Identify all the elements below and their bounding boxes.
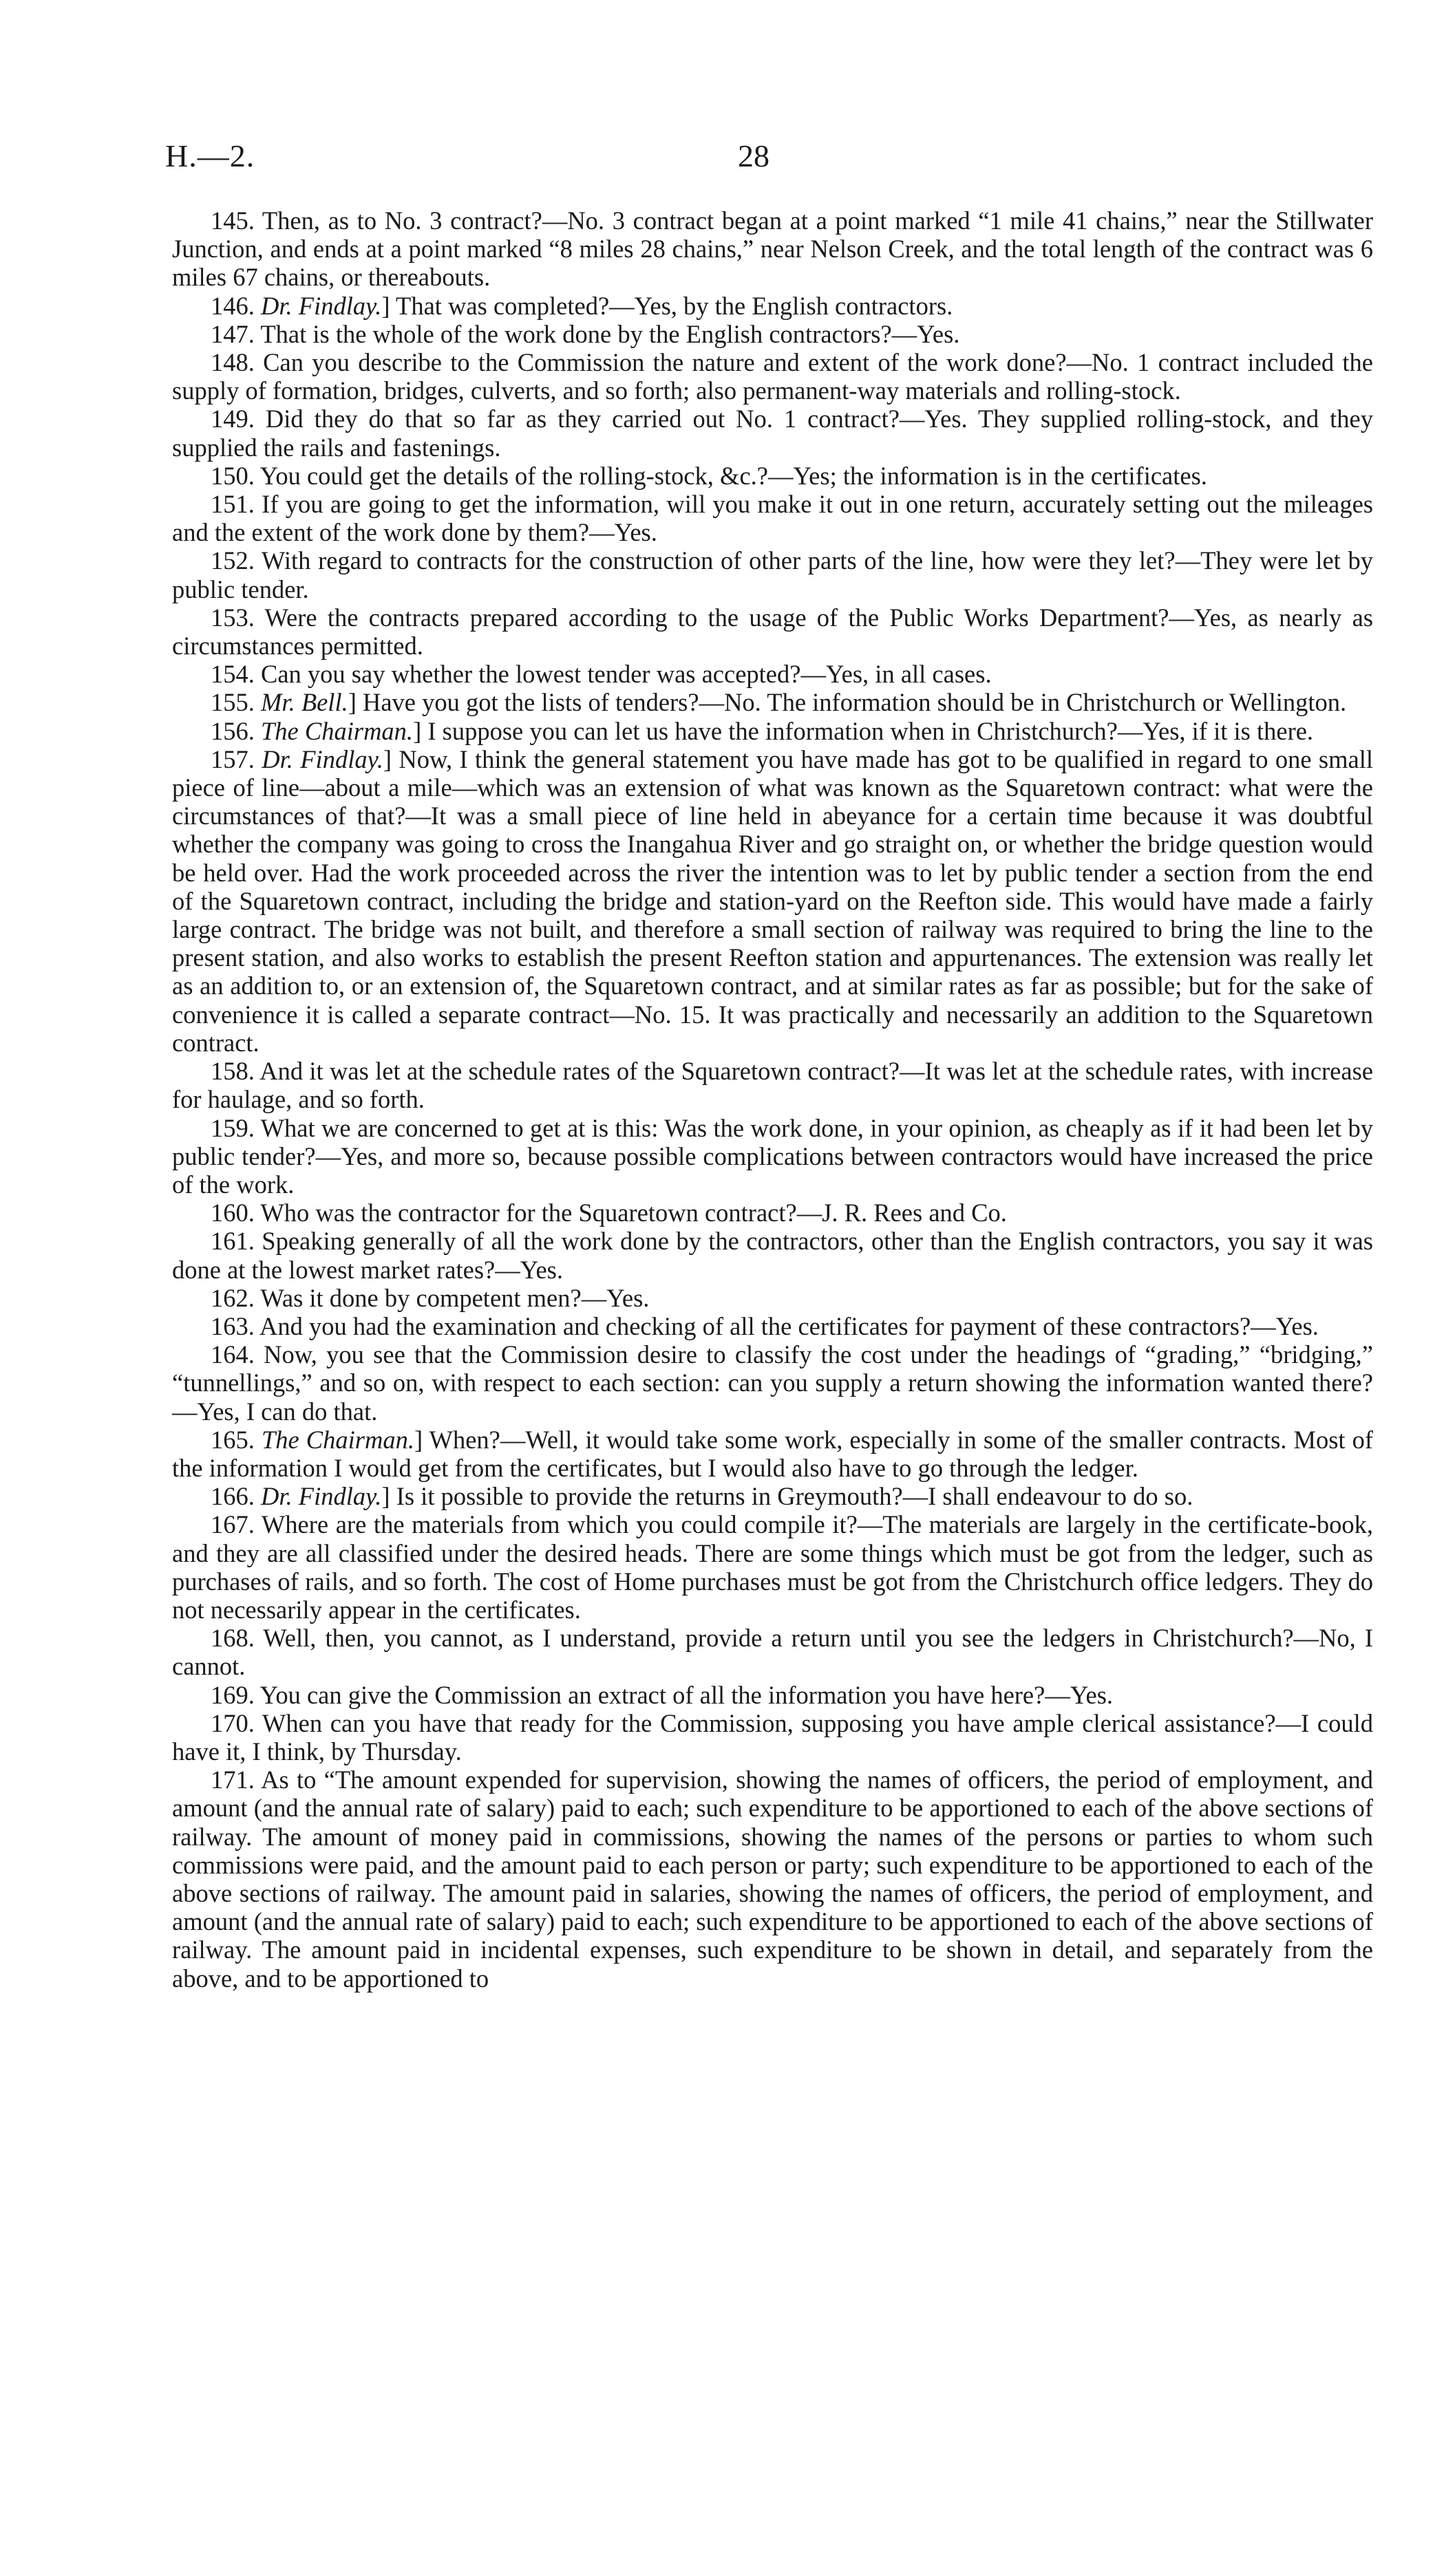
speaker-name: The Chairman.	[261, 716, 414, 745]
testimony-paragraph	[172, 1227, 1373, 1283]
paragraph-text: 148. Can you describe to the Commission the nature and extent of the work done?—No. 1 contract included the supply of formation, bridges, culverts, and so forth; also permanent-way materials and rolling-stock.	[172, 348, 1373, 405]
testimony-paragraph	[172, 603, 1373, 660]
speaker-name: The Chairman.	[261, 1425, 414, 1454]
testimony-paragraph	[172, 1482, 1373, 1510]
testimony-paragraph	[172, 546, 1373, 603]
paragraph-text: 159. What we are concerned to get at is this: Was the work done, in your opinion, as cheaply as if it had been let by public tender?—Yes, and more so, because possible complications between contractors would have increased the price of the work.	[172, 1113, 1373, 1199]
paragraph-text: 150. You could get the details of the rolling-stock, &c.?—Yes; the information is in the certificates.	[211, 461, 1207, 490]
testimony-paragraph	[172, 1681, 1373, 1709]
paragraph-text: 152. With regard to contracts for the construction of other parts of the line, how were they let?—They were let by public tender.	[172, 546, 1373, 603]
testimony-paragraph	[172, 292, 1373, 320]
testimony-paragraph	[172, 1057, 1373, 1113]
testimony-paragraph	[172, 405, 1373, 461]
paragraph-text: 151. If you are going to get the information, will you make it out in one return, accurately setting out the mileages and the extent of the work done by them?—Yes.	[172, 490, 1373, 547]
testimony-paragraph	[172, 348, 1373, 405]
speaker-name: Dr. Findlay.	[261, 1482, 382, 1511]
paragraph-text: 147. That is the whole of the work done by the English contractors?—Yes.	[211, 319, 960, 348]
paragraph-text: 168. Well, then, you cannot, as I understand, provide a return until you see the ledgers in Christchurch?—No, I cannot.	[172, 1624, 1373, 1681]
paragraph-text: ] Is it possible to provide the returns in Greymouth?—I shall endeavour to do so.	[381, 1482, 1193, 1511]
page-number: 28	[738, 138, 769, 173]
paragraph-text: 158. And it was let at the schedule rates of the Squaretown contract?—It was let at the schedule rates, with increase for haulage, and so forth.	[172, 1057, 1373, 1114]
paragraph-text: 145. Then, as to No. 3 contract?—No. 3 contract began at a point marked “1 mile 41 chains,” near the Stillwater Junction, and ends at a point marked “8 miles 28 chains,” near Nelson Creek, and the total length of the contract was 6 miles 67 chains, or thereabouts.	[172, 206, 1373, 292]
paragraph-text: 171. As to “The amount expended for supervision, showing the names of officers, the period of employment, and amount (and the annual rate of salary) paid to each; such expenditure to be apportioned to each of the above sections of railway. The amount of money paid in commissions, showing the names of the persons or parties to whom such commissions were paid, and the amount paid to each person or party; such expenditure to be apportioned to each of the above sections of railway. The amount paid in salaries, showing the names of officers, the period of employment, and amount (and the annual rate of salary) paid to each; such expenditure to be apportioned to each of the above sections of railway. The amount paid in incidental expenses, such expenditure to be shown in detail, and separately from the above, and to be apportioned to	[172, 1765, 1373, 1993]
paragraph-text: 164. Now, you see that the Commission desire to classify the cost under the headings of “grading,” “bridging,” “tunnellings,” and so on, with respect to each section: can you supply a return showing the information wanted there?—Yes, I can do that.	[172, 1340, 1373, 1426]
testimony-paragraph	[172, 490, 1373, 546]
paragraph-text: ] Have you got the lists of tenders?—No. The information should be in Christchurch or Wellington.	[348, 688, 1347, 717]
page-header	[165, 138, 1370, 193]
testimony-paragraph	[172, 1284, 1373, 1312]
paragraph-text: 154. Can you say whether the lowest tender was accepted?—Yes, in all cases.	[211, 660, 992, 689]
testimony-paragraph	[172, 1340, 1373, 1426]
paragraph-text: ] I suppose you can let us have the information when in Christchurch?—Yes, if it is there.	[413, 716, 1314, 745]
testimony-paragraph	[172, 462, 1373, 490]
paragraph-text: 170. When can you have that ready for the Commission, supposing you have ample clerical assistance?—I could have it, I think, by Thursday.	[172, 1708, 1373, 1765]
paragraph-text: ] When?—Well, it would take some work, especially in some of the smaller contracts. Most of the information I would get from the certificates, but I would also have to go through the ledger.	[172, 1425, 1374, 1482]
paragraph-text: 169. You can give the Commission an extract of all the information you have here?—Yes.	[211, 1680, 1114, 1709]
testimony-paragraph	[172, 717, 1373, 745]
question-number: 166.	[211, 1482, 261, 1511]
document-body	[172, 206, 1373, 1993]
paragraph-text: 161. Speaking generally of all the work done by the contractors, other than the English contractors, you say it was done at the lowest market rates?—Yes.	[172, 1227, 1373, 1284]
document-reference: H.—2.	[165, 138, 255, 173]
testimony-paragraph	[172, 688, 1373, 716]
testimony-paragraph	[172, 1709, 1373, 1765]
paragraph-text: 163. And you had the examination and checking of all the certificates for payment of these contractors?—Yes.	[211, 1311, 1319, 1340]
paragraph-text: 167. Where are the materials from which you could compile it?—The materials are largely in the certificate-book, and they are all classified under the desired heads. There are some things which must be got from the ledger, such as purchases of rails, and so forth. The cost of Home purchases must be got from the Christchurch office ledgers. They do not necessarily appear in the certificates.	[172, 1510, 1373, 1624]
question-number: 157.	[211, 744, 262, 773]
testimony-paragraph	[172, 1426, 1373, 1482]
paragraph-text: 149. Did they do that so far as they carried out No. 1 contract?—Yes. They supplied rolling-stock, and they supplied the rails and fastenings.	[172, 405, 1373, 462]
paragraph-text: 160. Who was the contractor for the Squaretown contract?—J. R. Rees and Co.	[211, 1199, 1007, 1227]
testimony-paragraph	[172, 1765, 1373, 1993]
testimony-paragraph	[172, 1114, 1373, 1199]
speaker-name: Mr. Bell.	[261, 688, 348, 717]
speaker-name: Dr. Findlay.	[261, 291, 382, 320]
testimony-paragraph	[172, 206, 1373, 292]
paragraph-text: ] That was completed?—Yes, by the English contractors.	[381, 291, 953, 320]
paragraph-text: 153. Were the contracts prepared according to the usage of the Public Works Department?—Yes, as nearly as circumstances permitted.	[172, 603, 1373, 661]
testimony-paragraph	[172, 660, 1373, 688]
question-number: 146.	[211, 291, 261, 320]
testimony-paragraph	[172, 320, 1373, 348]
testimony-paragraph	[172, 745, 1373, 1057]
testimony-paragraph	[172, 1312, 1373, 1340]
testimony-paragraph	[172, 1624, 1373, 1680]
question-number: 155.	[211, 688, 261, 717]
speaker-name: Dr. Findlay.	[262, 744, 383, 773]
question-number: 156.	[211, 716, 261, 745]
question-number: 165.	[211, 1425, 262, 1454]
testimony-paragraph	[172, 1199, 1373, 1227]
paragraph-text: ] Now, I think the general statement you have made has got to be qualified in regard to one small piece of line—about a mile—which was an extension of what was known as the Squaretown contract: what were the circumstances of that?—It was a small piece of line held in abeyance for a certain time because it was doubtful whether the company was going to cross the Inangahua River and go straight on, or whether the bridge question would be held over. Had the work proceeded across the river the intention was to let by public tender a section from the end of the Squaretown contract, including the bridge and station-yard on the Reefton side. This would have made a fairly large contract. The bridge was not built, and therefore a small section of railway was required to bring the line to the present station, and also works to establish the present Reefton station and appurtenances. The extension was really let as an addition to, or an extension of, the Squaretown contract, and at similar rates as far as possible; but for the sake of convenience it is called a separate contract—No. 15. It was practically and necessarily an addition to the Squaretown contract.	[172, 744, 1374, 1057]
testimony-paragraph	[172, 1510, 1373, 1624]
paragraph-text: 162. Was it done by competent men?—Yes.	[211, 1283, 650, 1312]
